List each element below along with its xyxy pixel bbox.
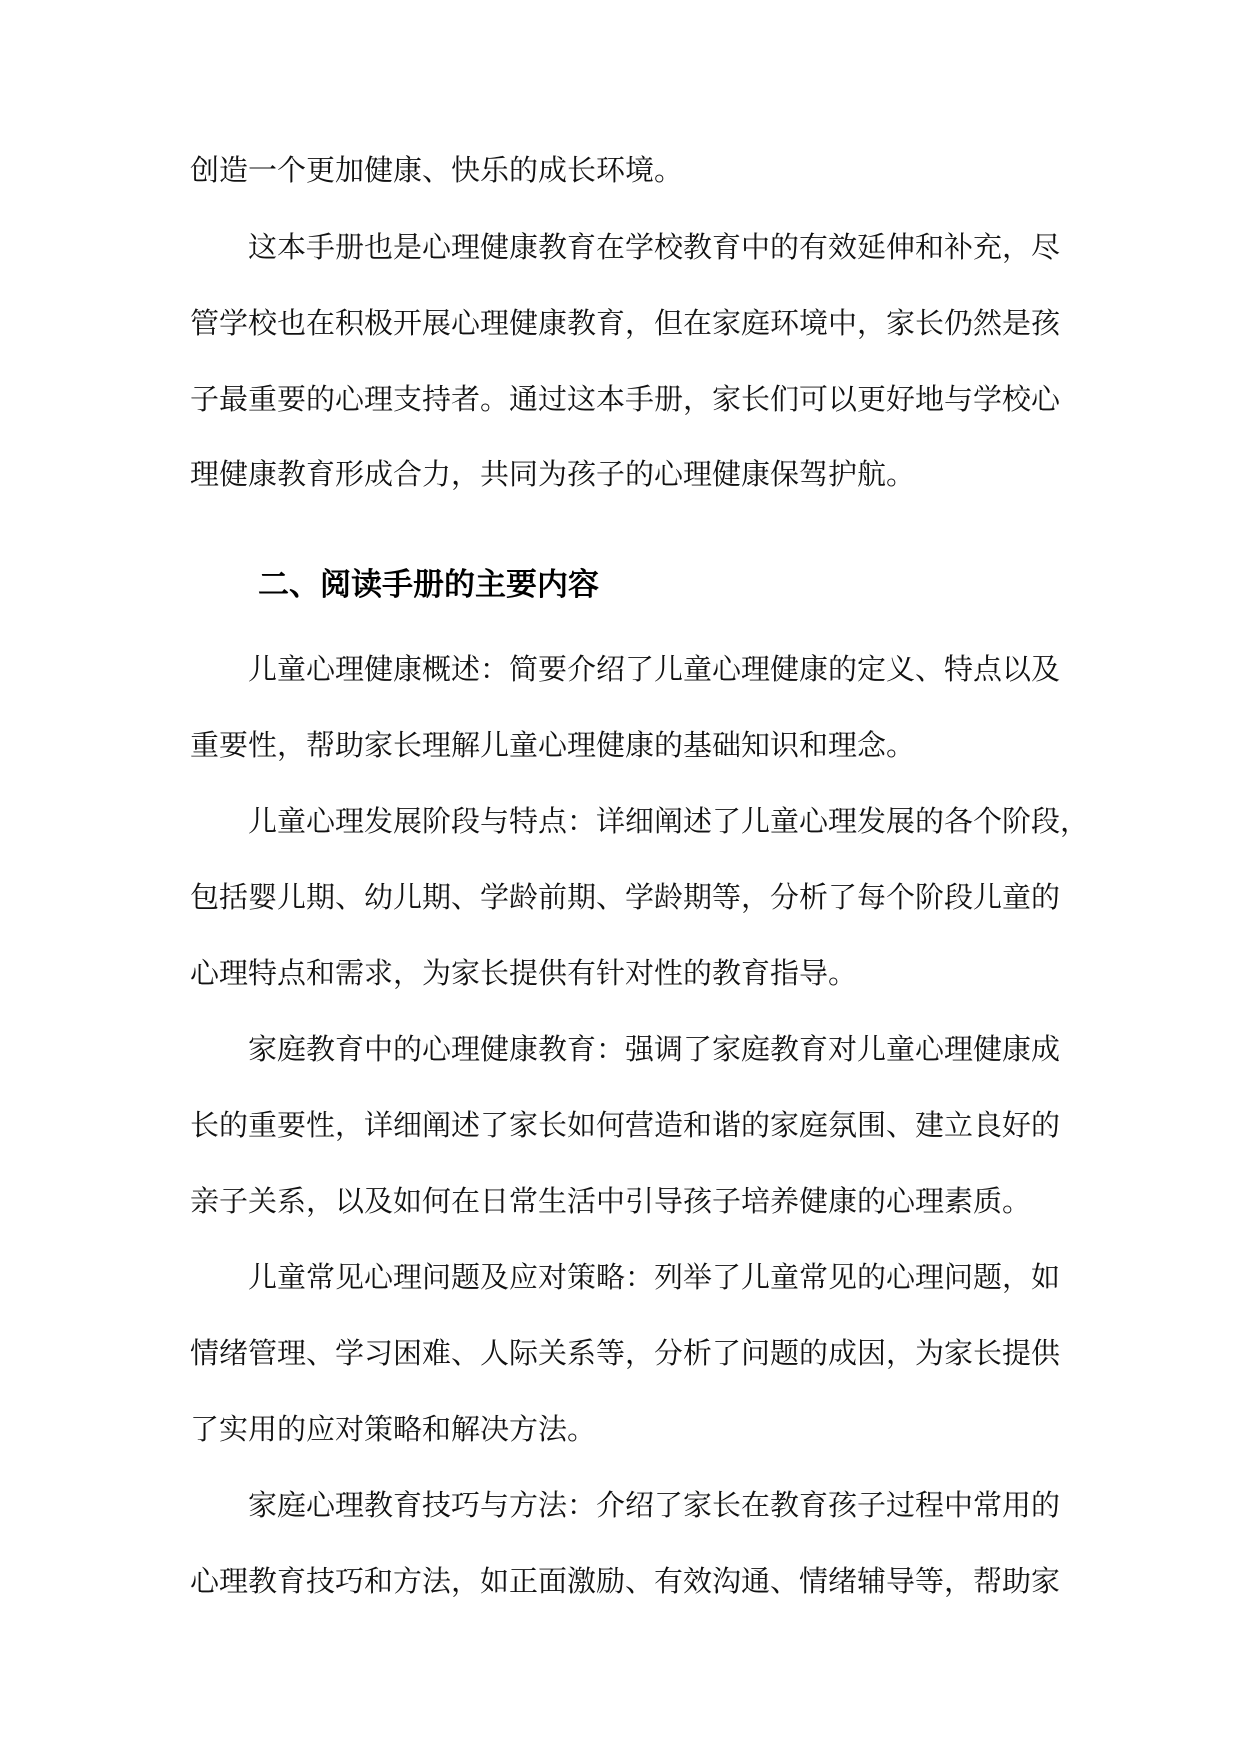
text-line: 心理特点和需求，为家长提供有针对性的教育指导。 [190,956,858,990]
text-line: 子最重要的心理支持者。通过这本手册，家长们可以更好地与学校心 [190,382,1061,416]
text-line: 包括婴儿期、幼儿期、学龄前期、学龄期等，分析了每个阶段儿童的 [190,880,1061,914]
text-line: 情绪管理、学习困难、人际关系等，分析了问题的成因，为家长提供 [190,1336,1061,1370]
text-line: 儿童心理健康概述：简要介绍了儿童心理健康的定义、特点以及 [248,652,1061,686]
text-line: 这本手册也是心理健康教育在学校教育中的有效延伸和补充，尽 [248,230,1061,264]
section-heading: 二、阅读手册的主要内容 [258,567,599,603]
text-line: 管学校也在积极开展心理健康教育，但在家庭环境中，家长仍然是孩 [190,306,1061,340]
text-line: 家庭心理教育技巧与方法：介绍了家长在教育孩子过程中常用的 [248,1488,1061,1522]
text-line: 心理教育技巧和方法，如正面激励、有效沟通、情绪辅导等，帮助家 [190,1564,1061,1598]
text-line: 亲子关系，以及如何在日常生活中引导孩子培养健康的心理素质。 [190,1184,1032,1218]
text-line: 创造一个更加健康、快乐的成长环境。 [190,153,684,187]
text-line: 重要性，帮助家长理解儿童心理健康的基础知识和理念。 [190,728,916,762]
text-line: 家庭教育中的心理健康教育：强调了家庭教育对儿童心理健康成 [248,1032,1061,1066]
text-line: 了实用的应对策略和解决方法。 [190,1412,597,1446]
text-line: 儿童心理发展阶段与特点：详细阐述了儿童心理发展的各个阶段， [248,804,1090,838]
text-line: 理健康教育形成合力，共同为孩子的心理健康保驾护航。 [190,457,916,491]
text-line: 儿童常见心理问题及应对策略：列举了儿童常见的心理问题，如 [248,1260,1061,1294]
text-line: 长的重要性，详细阐述了家长如何营造和谐的家庭氛围、建立良好的 [190,1108,1061,1142]
